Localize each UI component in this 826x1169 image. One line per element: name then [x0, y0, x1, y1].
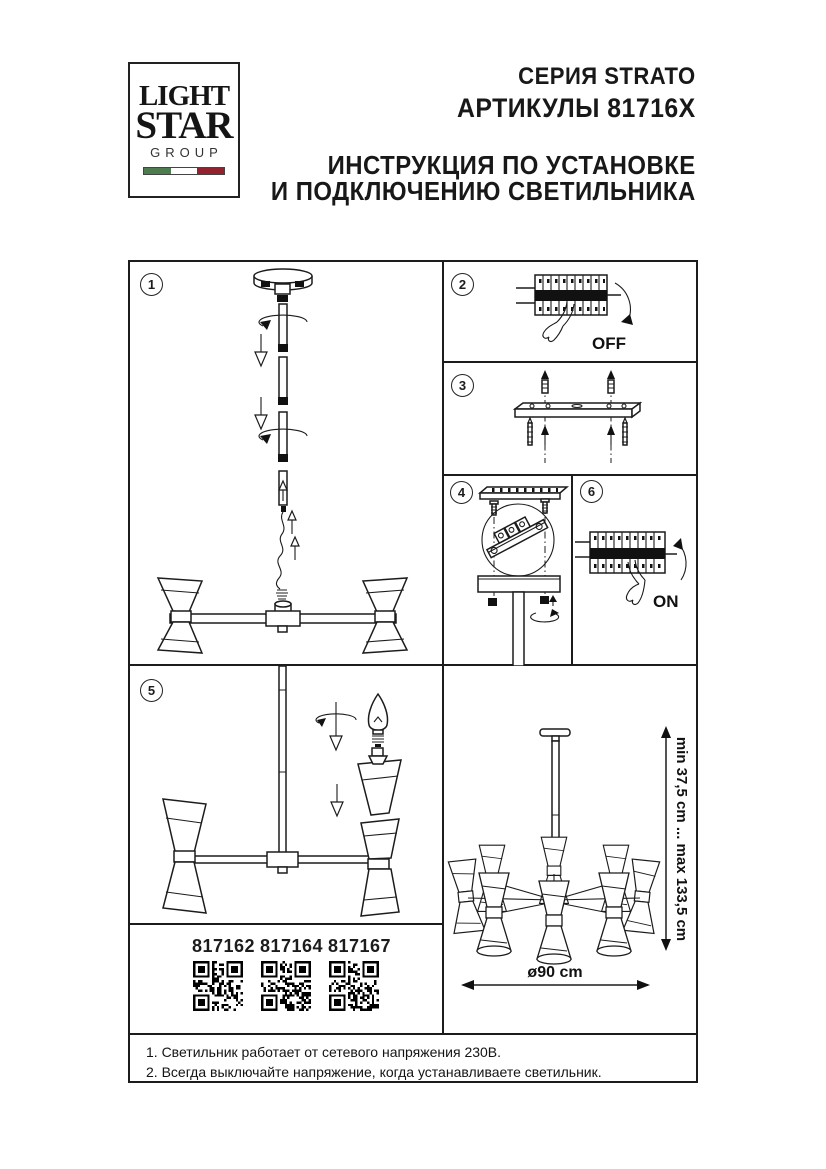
rod-assembly-drawing: [130, 262, 444, 666]
step6-panel: [573, 476, 696, 666]
logo-text-star: STAR: [135, 104, 233, 147]
flag-white: [171, 168, 198, 174]
candle-bulb: [368, 694, 387, 747]
italian-flag-stripe: [143, 167, 225, 175]
height-range-label: min 37,5 cm ... max 133,5 cm: [673, 736, 690, 942]
terminal-block: [482, 510, 548, 558]
qr-item: [192, 933, 256, 1011]
step5-panel: [130, 666, 444, 925]
flag-green: [144, 168, 171, 174]
article-number: 817167: [328, 936, 392, 956]
qr-code: [261, 961, 311, 1011]
step4-panel: [444, 476, 573, 666]
off-label: OFF: [592, 334, 626, 353]
rotate-and-down-arrows: [316, 702, 356, 816]
wall-anchors: [541, 370, 615, 393]
logo-text-light: LIGHT: [138, 80, 230, 112]
step4-number: 4: [450, 481, 473, 504]
diameter-label: ø90 cm: [527, 964, 583, 981]
safety-notes: [130, 1035, 696, 1081]
step2-number: 2: [451, 273, 474, 296]
qr-code: [329, 961, 379, 1011]
qr-panel: [130, 925, 444, 1035]
diagram-grid: [128, 260, 698, 1083]
step1-number: 1: [140, 273, 163, 296]
qr-item: [328, 933, 392, 1011]
series-title: СЕРИЯ STRATO: [518, 63, 696, 90]
articles-title: АРТИКУЛЫ 81716X: [457, 93, 696, 123]
screws: [527, 418, 628, 445]
hanging-screws: [490, 499, 549, 515]
note-line: 1. Светильник работает от сетевого напряжения 230В.: [146, 1044, 502, 1060]
logo-text-group: GROUP: [150, 145, 223, 160]
qr-code: [193, 961, 243, 1011]
step1-panel: [130, 262, 444, 666]
instruction-title-line2: И ПОДКЛЮЧЕНИЮ СВЕТИЛЬНИКА: [271, 176, 696, 206]
canopy-plate: [478, 576, 560, 666]
shade-installation-drawing: [130, 666, 444, 925]
instruction-title-line1: ИНСТРУКЦИЯ ПО УСТАНОВКЕ: [327, 150, 696, 180]
qr-item: [260, 933, 324, 1011]
canopy-wiring-drawing: [444, 476, 573, 666]
height-dimension-arrow: [661, 726, 671, 951]
step2-panel: [444, 262, 696, 363]
mounting-bracket-drawing: [444, 363, 696, 476]
loose-cone-shade: [358, 760, 401, 815]
on-label: ON: [653, 592, 679, 611]
rod-segments: [255, 304, 307, 512]
chandelier: [447, 729, 662, 964]
ceiling-bar: [480, 487, 567, 499]
step3-panel: [444, 363, 696, 476]
power-cable: [276, 511, 299, 599]
flag-red: [197, 168, 224, 174]
fixture-body: [170, 601, 396, 632]
socket-ring: [369, 748, 387, 764]
right-shade: [361, 819, 399, 916]
note-line: 2. Всегда выключайте напряжение, когда устанавливаете светильник.: [146, 1064, 602, 1080]
step5-number: 5: [140, 679, 163, 702]
breaker-on-drawing: [573, 476, 696, 666]
dimensions-panel: [444, 666, 696, 1035]
breaker-off-drawing: [444, 262, 696, 363]
step3-number: 3: [451, 374, 474, 397]
bracket-bar: [515, 403, 640, 417]
article-number: 817164: [260, 936, 324, 956]
ceiling-canopy: [254, 269, 312, 302]
step6-number: 6: [580, 480, 603, 503]
qr-code-list: [130, 933, 442, 1011]
article-number: 817162: [192, 936, 256, 956]
document-title-block: [271, 62, 696, 204]
lightstar-logo: [128, 62, 240, 198]
